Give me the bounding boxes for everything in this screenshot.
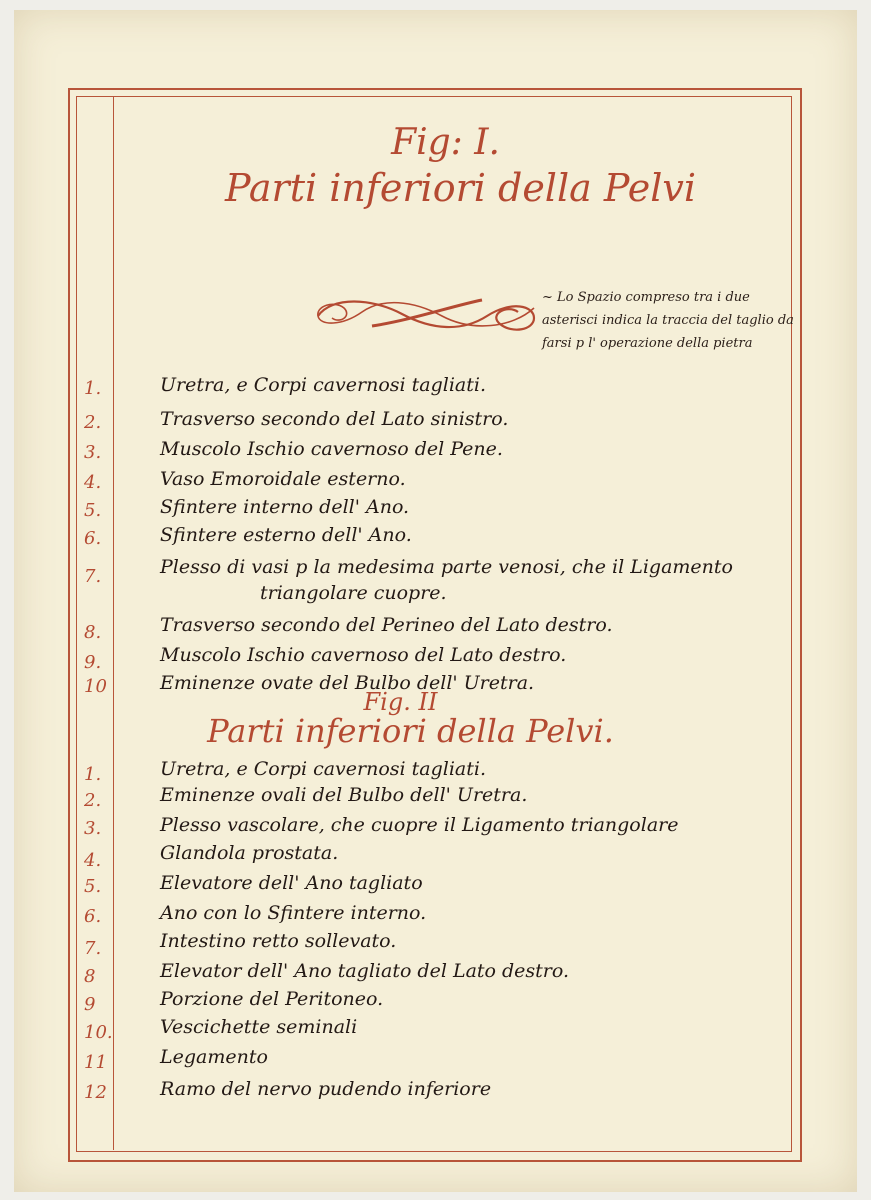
list-number: 3. <box>84 818 102 839</box>
fig1-heading: Fig: I. <box>391 122 500 163</box>
list-number: 10 <box>84 676 107 697</box>
list-number: 2. <box>84 412 102 433</box>
list-number: 1. <box>84 378 102 399</box>
list-item: Sfintere interno dell' Ano. <box>160 496 410 518</box>
list-number: 11 <box>84 1052 107 1073</box>
list-item: Elevator dell' Ano tagliato del Lato destro. <box>160 960 570 982</box>
list-number: 2. <box>84 790 102 811</box>
list-item: Ano con lo Sfintere interno. <box>160 902 427 924</box>
list-number: 8 <box>84 966 96 987</box>
list-item: Muscolo Ischio cavernoso del Lato destro. <box>160 644 567 666</box>
incision-note: ~ Lo Spazio compreso tra i due asterisci indica la traccia del taglio da farsi p l' operazione della pietra <box>542 290 794 351</box>
list-item: Glandola prostata. <box>160 842 339 864</box>
fig2-heading: Fig. II <box>363 688 438 716</box>
list-item: Elevatore dell' Ano tagliato <box>160 872 423 894</box>
list-item-continuation: triangolare cuopre. <box>260 582 447 604</box>
list-number: 12 <box>84 1082 107 1103</box>
fig1-subtitle: Parti inferiori della Pelvi <box>225 166 696 210</box>
list-item: Trasverso secondo del Perineo del Lato destro. <box>160 614 613 636</box>
list-number: 10. <box>84 1022 113 1043</box>
list-number: 6. <box>84 528 102 549</box>
list-number: 5. <box>84 500 102 521</box>
list-item: Porzione del Peritoneo. <box>160 988 384 1010</box>
list-item: Intestino retto sollevato. <box>160 930 397 952</box>
flourish-ornament-icon <box>312 286 540 342</box>
list-number: 6. <box>84 906 102 927</box>
list-item: Sfintere esterno dell' Ano. <box>160 524 412 546</box>
fig2-subtitle: Parti inferiori della Pelvi. <box>207 712 614 750</box>
list-item: Trasverso secondo del Lato sinistro. <box>160 408 509 430</box>
list-number: 1. <box>84 764 102 785</box>
list-number: 7. <box>84 938 102 959</box>
list-item: Uretra, e Corpi cavernosi tagliati. <box>160 758 487 780</box>
list-item: Eminenze ovali del Bulbo dell' Uretra. <box>160 784 528 806</box>
list-item: Muscolo Ischio cavernoso del Pene. <box>160 438 503 460</box>
list-number: 4. <box>84 472 102 493</box>
list-number: 7. <box>84 566 102 587</box>
list-item: Legamento <box>160 1046 268 1068</box>
list-number: 5. <box>84 876 102 897</box>
list-number: 3. <box>84 442 102 463</box>
list-item: Eminenze ovate del Bulbo dell' Uretra. <box>160 672 535 694</box>
list-number: 9. <box>84 652 102 673</box>
list-item: Vaso Emoroidale esterno. <box>160 468 406 490</box>
list-item: Ramo del nervo pudendo inferiore <box>160 1078 492 1100</box>
list-number: 9 <box>84 994 96 1015</box>
list-number: 4. <box>84 850 102 871</box>
list-item: Plesso vascolare, che cuopre il Ligamento triangolare <box>160 814 679 836</box>
list-item: Vescichette seminali <box>160 1016 358 1038</box>
list-number: 8. <box>84 622 102 643</box>
list-item: Uretra, e Corpi cavernosi tagliati. <box>160 374 487 396</box>
list-item: Plesso di vasi p la medesima parte venosi, che il Ligamento <box>160 556 733 578</box>
